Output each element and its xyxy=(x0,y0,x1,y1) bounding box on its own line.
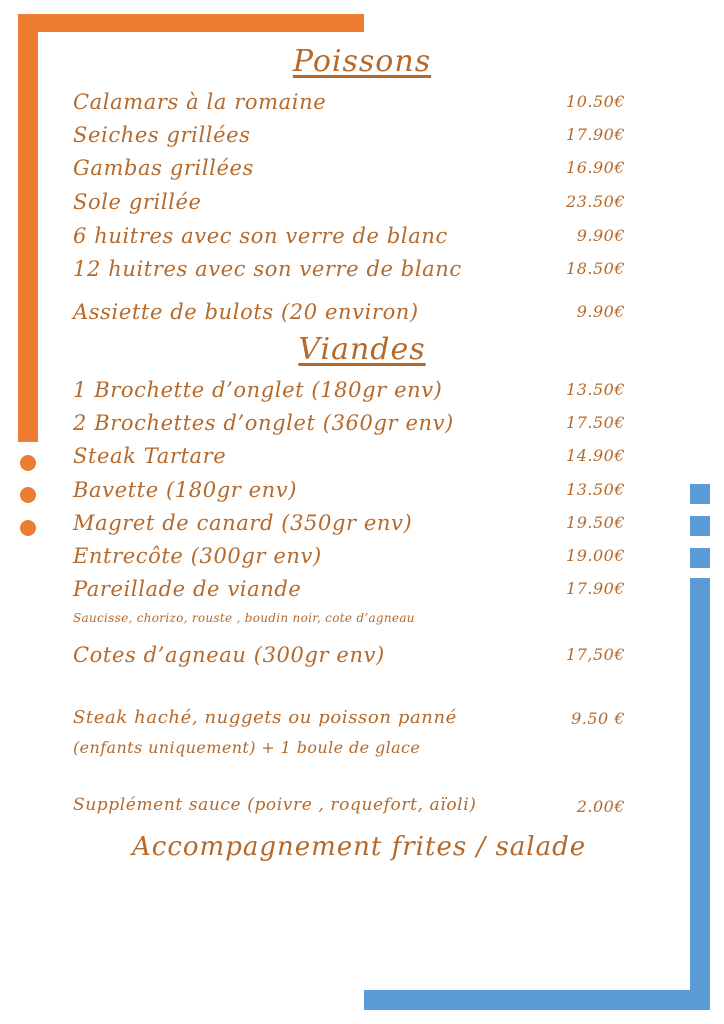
orange-dot xyxy=(20,520,36,536)
item-name: Supplément sauce (poivre , roquefort, aïoli) xyxy=(73,795,477,815)
menu-item xyxy=(73,444,625,474)
item-name: 6 huitres avec son verre de blanc xyxy=(73,224,448,248)
item-price: 17.90€ xyxy=(566,579,625,598)
item-price: 17.50€ xyxy=(566,413,625,432)
blue-square xyxy=(690,548,710,568)
item-name: Magret de canard (350gr env) xyxy=(73,511,413,535)
item-price: 14.90€ xyxy=(566,446,625,465)
footer-note: Accompagnement frites / salade xyxy=(132,832,587,862)
item-name: Cotes d’agneau (300gr env) xyxy=(73,643,385,667)
menu-item-supplement xyxy=(73,795,625,825)
item-price: 19.50€ xyxy=(566,513,625,532)
item-name: Entrecôte (300gr env) xyxy=(73,544,322,568)
item-price: 9.50 € xyxy=(571,709,625,728)
item-name: 12 huitres avec son verre de blanc xyxy=(73,257,462,281)
item-name: 1 Brochette d’onglet (180gr env) xyxy=(73,378,443,402)
item-name: 2 Brochettes d’onglet (360gr env) xyxy=(73,411,454,435)
item-name: Bavette (180gr env) xyxy=(73,478,298,502)
item-name: Assiette de bulots (20 environ) xyxy=(73,300,419,324)
item-price: 2.00€ xyxy=(576,797,625,816)
orange-frame-top xyxy=(18,14,364,32)
item-name: Steak haché, nuggets ou poisson panné xyxy=(73,707,457,728)
menu-item xyxy=(73,190,625,220)
item-name: Steak Tartare xyxy=(73,444,227,468)
item-price: 23.50€ xyxy=(566,192,625,211)
menu-item xyxy=(73,257,625,287)
item-price: 13.50€ xyxy=(566,480,625,499)
menu-item xyxy=(73,90,625,120)
item-price: 13.50€ xyxy=(566,380,625,399)
blue-frame-bottom xyxy=(364,990,710,1010)
item-price: 9.90€ xyxy=(576,226,625,245)
item-price: 19.00€ xyxy=(566,546,625,565)
item-price: 17,50€ xyxy=(566,645,625,664)
menu-item-kids xyxy=(73,707,625,737)
item-price: 16.90€ xyxy=(566,158,625,177)
section-title-poissons: Poissons xyxy=(292,44,432,79)
item-description: (enfants uniquement) + 1 boule de glace xyxy=(73,738,421,757)
item-name: Pareillade de viande xyxy=(73,577,302,601)
item-name: Calamars à la romaine xyxy=(73,90,327,114)
orange-dot xyxy=(20,487,36,503)
menu-item xyxy=(73,478,625,508)
section-title-viandes: Viandes xyxy=(298,332,426,367)
item-name: Gambas grillées xyxy=(73,156,254,180)
item-description: Saucisse, chorizo, rouste , boudin noir, cote d’agneau xyxy=(73,611,415,625)
menu-item xyxy=(73,156,625,186)
blue-square xyxy=(690,516,710,536)
menu-item xyxy=(73,378,625,408)
menu-item xyxy=(73,577,625,607)
menu-item xyxy=(73,224,625,254)
item-name: Seiches grillées xyxy=(73,123,251,147)
menu-item xyxy=(73,544,625,574)
item-price: 18.50€ xyxy=(566,259,625,278)
item-price: 9.90€ xyxy=(576,302,625,321)
blue-frame-right xyxy=(690,578,710,1010)
menu-item xyxy=(73,511,625,541)
orange-dot xyxy=(20,455,36,471)
menu-item xyxy=(73,123,625,153)
item-name: Sole grillée xyxy=(73,190,202,214)
menu-item xyxy=(73,643,625,673)
blue-square xyxy=(690,484,710,504)
menu-item xyxy=(73,411,625,441)
item-price: 17.90€ xyxy=(566,125,625,144)
item-price: 10.50€ xyxy=(566,92,625,111)
menu-item xyxy=(73,300,625,330)
